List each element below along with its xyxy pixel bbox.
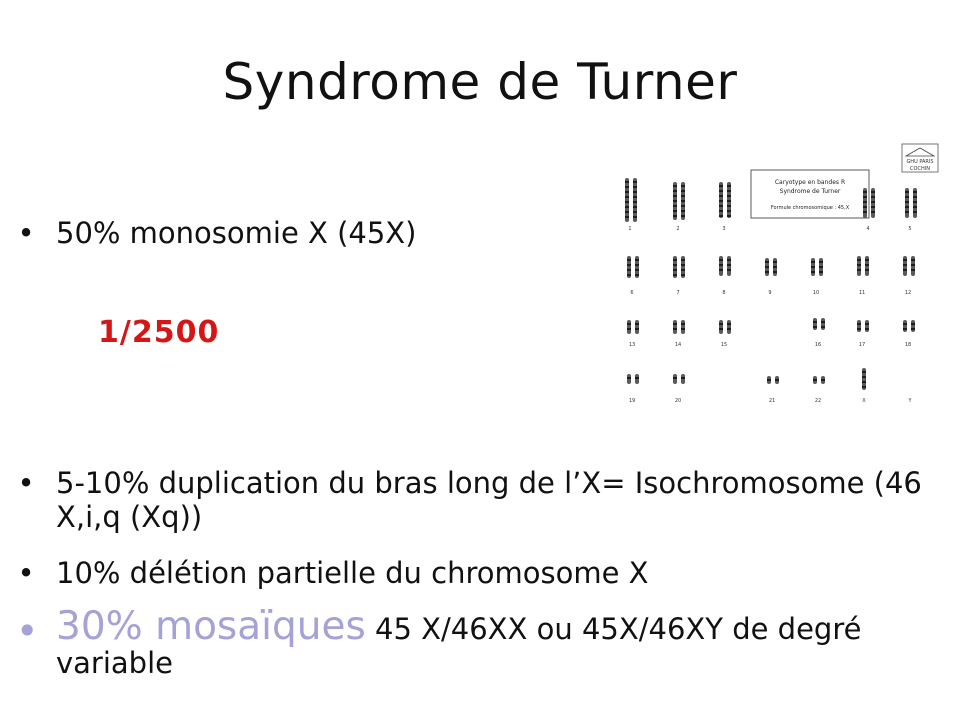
chromosome-band (727, 195, 731, 197)
bullet-dot: • (17, 216, 35, 250)
chromosome-band (871, 211, 875, 213)
chromosome-band (765, 266, 769, 268)
chromosome-band (627, 328, 631, 330)
chromosome-band (765, 261, 769, 263)
chromosome-band (625, 201, 629, 203)
chromosome-band (913, 191, 917, 193)
chromosome-band (625, 186, 629, 188)
chromosome-label: 20 (674, 398, 682, 404)
chromosome-band (727, 185, 731, 187)
chromosome-band (767, 379, 771, 381)
chromosome-band (905, 211, 909, 213)
chromosome-band (719, 328, 723, 330)
chromosome-band (633, 201, 637, 203)
chromosome-band (673, 200, 677, 202)
chromosome-band (635, 269, 639, 271)
chromosome-band (719, 210, 723, 212)
chromosome-band (719, 205, 723, 207)
chromosome-band (681, 274, 685, 276)
karyotype-image (612, 140, 948, 412)
chromosome-band (635, 274, 639, 276)
chromosome-band (903, 323, 907, 325)
chromosome-band (625, 206, 629, 208)
chromosome-band (811, 271, 815, 273)
chromosome-band (903, 269, 907, 271)
chromosome-label: 14 (674, 342, 682, 348)
chromosome-band (635, 264, 639, 266)
chromosome-band (673, 328, 677, 330)
chromosome-band (633, 196, 637, 198)
chromosome-band (681, 215, 685, 217)
chromosome-band (719, 269, 723, 271)
chromosome (911, 320, 915, 332)
chromosome-band (627, 269, 631, 271)
chromosome-band (633, 216, 637, 218)
chromosome-band (913, 211, 917, 213)
chromosome-band (627, 274, 631, 276)
chromosome-band (673, 190, 677, 192)
chromosome-band (673, 215, 677, 217)
chromosome (903, 320, 907, 332)
legend-line: Formule chromosomique : 45,X (770, 205, 850, 211)
chromosome-label: 17 (858, 342, 866, 348)
chromosome-label: 18 (904, 342, 912, 348)
chromosome-band (719, 195, 723, 197)
chromosome-band (819, 261, 823, 263)
chromosome-band (857, 259, 861, 261)
chromosome-band (681, 323, 685, 325)
chromosome-band (681, 195, 685, 197)
chromosome-band (863, 206, 867, 208)
chromosome-band (911, 269, 915, 271)
slide-title: Syndrome de Turner (222, 53, 738, 111)
chromosome (633, 178, 637, 222)
chromosome-band (865, 259, 869, 261)
chromosome-label: 4 (866, 226, 870, 232)
chromosome-band (905, 206, 909, 208)
chromosome-band (871, 206, 875, 208)
chromosome-band (871, 191, 875, 193)
chromosome-band (813, 326, 817, 328)
chromosome-band (633, 181, 637, 183)
chromosome-band (681, 377, 685, 379)
chromosome-band (911, 323, 915, 325)
chromosome (625, 178, 629, 222)
chromosome-band (863, 191, 867, 193)
chromosome-label: 12 (904, 290, 912, 296)
chromosome (813, 318, 817, 330)
chromosome-band (813, 321, 817, 323)
chromosome-band (673, 205, 677, 207)
chromosome-band (673, 195, 677, 197)
legend-line: Caryotype en bandes R (774, 179, 846, 186)
chromosome-band (727, 200, 731, 202)
bullet-text: 10% délétion partielle du chromosome X (56, 556, 649, 590)
chromosome-band (903, 264, 907, 266)
prevalence-value: 1/2500 (98, 315, 220, 350)
chromosome-band (911, 264, 915, 266)
chromosome-band (681, 210, 685, 212)
chromosome-band (727, 259, 731, 261)
chromosome-band (727, 264, 731, 266)
chromosome-label: 2 (676, 226, 680, 232)
chromosome-band (865, 264, 869, 266)
chromosome-band (819, 271, 823, 273)
bullet-dot: • (16, 609, 39, 653)
chromosome-band (627, 377, 631, 379)
chromosome-band (773, 271, 777, 273)
chromosome (865, 320, 869, 332)
chromosome-band (727, 205, 731, 207)
chromosome-band (681, 264, 685, 266)
logo-line: GHU PARIS (906, 159, 934, 165)
karyotype-legend (751, 170, 869, 218)
chromosome-band (681, 205, 685, 207)
chromosome-band (625, 191, 629, 193)
chromosome-band (727, 269, 731, 271)
chromosome-band (727, 323, 731, 325)
chromosome-band (635, 377, 639, 379)
bullet-isochromosome (17, 466, 946, 534)
chromosome-band (773, 261, 777, 263)
chromosome-label: 22 (814, 398, 822, 404)
legend-line: Syndrome de Turner (779, 188, 841, 195)
chromosome-band (905, 191, 909, 193)
chromosome-band (913, 206, 917, 208)
chromosome-band (863, 201, 867, 203)
chromosome-band (857, 323, 861, 325)
chromosome (821, 318, 825, 330)
chromosome-label: 8 (722, 290, 726, 296)
chromosome-band (625, 181, 629, 183)
bullet-text: 45 X/46XX ou 45X/46XY de degré variable (56, 612, 862, 680)
hospital-logo (902, 144, 938, 172)
chromosome-band (673, 259, 677, 261)
chromosome-band (633, 191, 637, 193)
chromosome-band (681, 185, 685, 187)
chromosome-band (681, 190, 685, 192)
chromosome-band (719, 259, 723, 261)
chromosome-band (903, 259, 907, 261)
chromosome-band (635, 323, 639, 325)
chromosome-label: 13 (628, 342, 636, 348)
chromosome-band (862, 371, 866, 373)
bullet-deletion (17, 556, 649, 590)
chromosome-band (681, 259, 685, 261)
chromosome-band (633, 211, 637, 213)
logo-line: COCHIN (910, 166, 930, 172)
chromosome-band (727, 328, 731, 330)
chromosome-band (857, 328, 861, 330)
chromosome-label: X (862, 398, 866, 404)
chromosome-band (862, 386, 866, 388)
chromosome-band (719, 264, 723, 266)
chromosome-band (811, 261, 815, 263)
bullet-dot: • (17, 556, 35, 590)
chromosome-band (857, 269, 861, 271)
chromosome-band (865, 323, 869, 325)
bullet-monosomie (17, 216, 417, 250)
chromosome-band (819, 266, 823, 268)
chromosome-band (673, 377, 677, 379)
bullet-text: 50% monosomie X (45X) (56, 216, 417, 250)
chromosome-band (625, 216, 629, 218)
chromosome-band (635, 328, 639, 330)
chromosome-band (633, 186, 637, 188)
chromosome-band (719, 190, 723, 192)
chromosome-label: 21 (768, 398, 776, 404)
chromosome-band (821, 321, 825, 323)
chromosome-band (719, 185, 723, 187)
chromosome-band (719, 200, 723, 202)
chromosome-band (775, 379, 779, 381)
chromosome-band (862, 381, 866, 383)
chromosome-band (719, 323, 723, 325)
chromosome-band (863, 211, 867, 213)
chromosome-band (821, 326, 825, 328)
chromosome-band (673, 264, 677, 266)
chromosome-band (681, 328, 685, 330)
chromosome-band (673, 185, 677, 187)
chromosome-band (913, 201, 917, 203)
chromosome-band (681, 269, 685, 271)
chromosome-band (865, 328, 869, 330)
chromosome-band (627, 259, 631, 261)
chromosome-label: 10 (812, 290, 820, 296)
chromosome-band (865, 269, 869, 271)
chromosome-band (625, 211, 629, 213)
karyotype-figure (612, 140, 948, 412)
bullet-mosaiques (16, 604, 946, 680)
bullet-dot: • (17, 466, 35, 500)
chromosome-band (821, 379, 825, 381)
chromosome-label: 6 (630, 290, 634, 296)
chromosome-band (773, 266, 777, 268)
bullet-lead: 30% mosaïques (56, 604, 366, 649)
chromosome (727, 320, 731, 334)
chromosome-band (862, 376, 866, 378)
chromosome-band (811, 266, 815, 268)
chromosome-band (719, 215, 723, 217)
chromosome-label: 5 (908, 226, 912, 232)
chromosome-label: 9 (768, 290, 772, 296)
chromosome-band (765, 271, 769, 273)
chromosome-label: 19 (628, 398, 636, 404)
chromosome (719, 320, 723, 334)
chromosome-band (625, 196, 629, 198)
chromosome-band (635, 259, 639, 261)
chromosome (627, 320, 631, 334)
chromosome-band (905, 201, 909, 203)
chromosome (681, 320, 685, 334)
chromosome-band (627, 323, 631, 325)
chromosome-band (871, 196, 875, 198)
chromosome-band (911, 328, 915, 330)
chromosome-band (727, 210, 731, 212)
chromosome-label: 7 (676, 290, 680, 296)
chromosome-band (863, 196, 867, 198)
chromosome-band (857, 264, 861, 266)
chromosome-band (813, 379, 817, 381)
chromosome-band (905, 196, 909, 198)
chromosome-band (727, 190, 731, 192)
chromosome-band (727, 215, 731, 217)
chromosome-band (913, 196, 917, 198)
chromosome-band (633, 206, 637, 208)
chromosome-label: 3 (722, 226, 726, 232)
chromosome-band (627, 264, 631, 266)
chromosome-label: Y (908, 398, 912, 404)
chromosome-label: 15 (720, 342, 728, 348)
chromosome (673, 320, 677, 334)
bullet-text: 5-10% duplication du bras long de l’X= Isochromosome (46 X,i,q (Xq)) (56, 466, 922, 534)
chromosome-band (903, 328, 907, 330)
chromosome-band (673, 269, 677, 271)
chromosome-label: 16 (814, 342, 822, 348)
chromosome-band (911, 259, 915, 261)
chromosome-band (673, 274, 677, 276)
chromosome-label: 1 (628, 226, 632, 232)
chromosome-label: 11 (858, 290, 866, 296)
chromosome-band (681, 200, 685, 202)
chromosome (857, 320, 861, 332)
chromosome-band (673, 210, 677, 212)
chromosome-band (673, 323, 677, 325)
chromosome-band (871, 201, 875, 203)
chromosome (635, 320, 639, 334)
